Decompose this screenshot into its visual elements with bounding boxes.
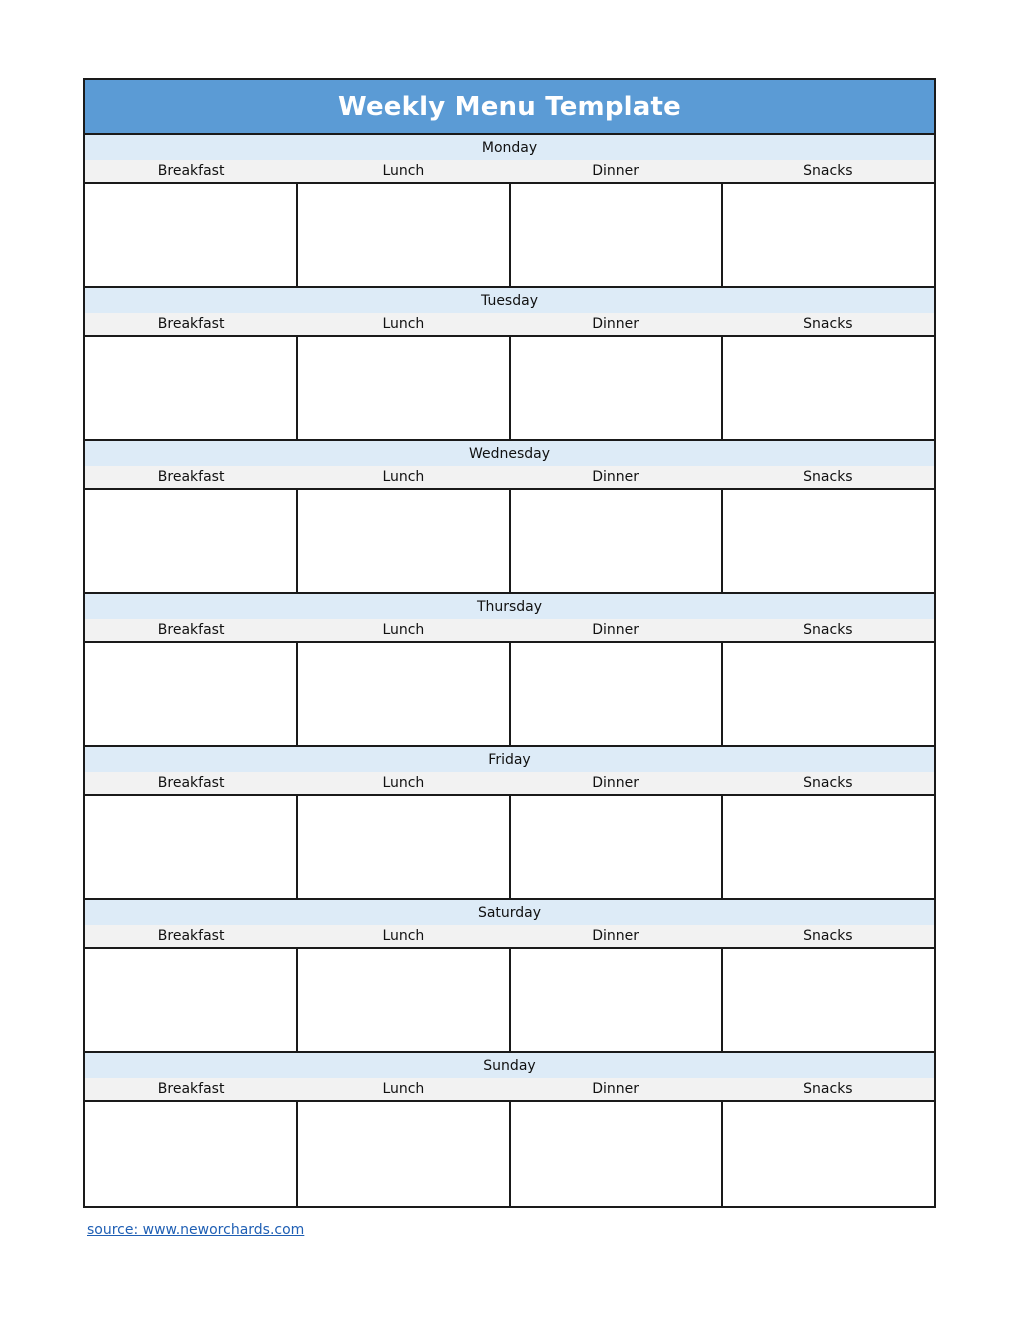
- day-block-thursday: [85, 594, 934, 747]
- meal-cell-dinner[interactable]: [511, 796, 724, 898]
- meal-cells-row: [85, 643, 934, 745]
- meal-label-lunch: Lunch: [382, 163, 425, 179]
- day-block-tuesday: [85, 288, 934, 441]
- meal-cell-breakfast[interactable]: [85, 490, 298, 592]
- meal-cell-lunch[interactable]: [298, 490, 511, 592]
- day-block-saturday: [85, 900, 934, 1053]
- meal-label-lunch: Lunch: [382, 928, 425, 944]
- meal-cells-row: [85, 1102, 934, 1206]
- day-block-wednesday: [85, 441, 934, 594]
- meal-cell-snacks[interactable]: [723, 796, 934, 898]
- meal-cells-row: [85, 949, 934, 1051]
- meal-label-breakfast: Breakfast: [157, 622, 225, 638]
- meal-cell-breakfast[interactable]: [85, 1102, 298, 1206]
- meal-cell-lunch[interactable]: [298, 796, 511, 898]
- meal-label-lunch: Lunch: [382, 622, 425, 638]
- meal-cells-row: [85, 184, 934, 286]
- meal-cell-dinner[interactable]: [511, 337, 724, 439]
- meal-label-snacks: Snacks: [803, 163, 853, 179]
- meal-cell-snacks[interactable]: [723, 490, 934, 592]
- meal-label-snacks: Snacks: [803, 316, 853, 332]
- day-header: Friday: [85, 747, 934, 772]
- meal-label-snacks: Snacks: [803, 622, 853, 638]
- day-block-friday: [85, 747, 934, 900]
- meal-label-dinner: Dinner: [592, 622, 640, 638]
- meal-cells-row: [85, 796, 934, 898]
- meal-cell-snacks[interactable]: [723, 337, 934, 439]
- meal-label-dinner: Dinner: [592, 163, 640, 179]
- meal-label-dinner: Dinner: [592, 469, 640, 485]
- meal-cell-snacks[interactable]: [723, 949, 934, 1051]
- meal-header-row: [85, 925, 934, 949]
- meal-cell-dinner[interactable]: [511, 184, 724, 286]
- meal-cell-breakfast[interactable]: [85, 337, 298, 439]
- day-header: Tuesday: [85, 288, 934, 313]
- meal-cell-dinner[interactable]: [511, 949, 724, 1051]
- meal-cell-breakfast[interactable]: [85, 184, 298, 286]
- meal-header-row: [85, 313, 934, 337]
- meal-cell-breakfast[interactable]: [85, 949, 298, 1051]
- days-container: [85, 135, 934, 1206]
- source-link[interactable]: source: www.neworchards.com: [87, 1222, 305, 1238]
- meal-label-dinner: Dinner: [592, 316, 640, 332]
- meal-header-row: [85, 619, 934, 643]
- meal-label-breakfast: Breakfast: [157, 316, 225, 332]
- day-header: Monday: [85, 135, 934, 160]
- meal-cell-lunch[interactable]: [298, 184, 511, 286]
- meal-header-row: [85, 160, 934, 184]
- meal-cell-lunch[interactable]: [298, 949, 511, 1051]
- meal-label-lunch: Lunch: [382, 316, 425, 332]
- meal-cells-row: [85, 490, 934, 592]
- meal-label-breakfast: Breakfast: [157, 469, 225, 485]
- meal-label-dinner: Dinner: [592, 775, 640, 791]
- day-header: Sunday: [85, 1053, 934, 1078]
- meal-label-snacks: Snacks: [803, 928, 853, 944]
- meal-cell-snacks[interactable]: [723, 1102, 934, 1206]
- meal-cell-breakfast[interactable]: [85, 643, 298, 745]
- day-header: Thursday: [85, 594, 934, 619]
- day-block-monday: [85, 135, 934, 288]
- meal-label-breakfast: Breakfast: [157, 775, 225, 791]
- meal-cell-lunch[interactable]: [298, 1102, 511, 1206]
- day-header: Wednesday: [85, 441, 934, 466]
- weekly-menu-sheet: [83, 78, 936, 1208]
- meal-label-snacks: Snacks: [803, 1081, 853, 1097]
- meal-cell-snacks[interactable]: [723, 184, 934, 286]
- meal-label-dinner: Dinner: [592, 928, 640, 944]
- meal-cell-lunch[interactable]: [298, 643, 511, 745]
- day-header: Saturday: [85, 900, 934, 925]
- page-title: Weekly Menu Template: [85, 80, 934, 135]
- meal-label-lunch: Lunch: [382, 1081, 425, 1097]
- meal-label-lunch: Lunch: [382, 775, 425, 791]
- meal-label-dinner: Dinner: [592, 1081, 640, 1097]
- meal-cells-row: [85, 337, 934, 439]
- day-block-sunday: [85, 1053, 934, 1206]
- meal-label-snacks: Snacks: [803, 469, 853, 485]
- meal-cell-dinner[interactable]: [511, 643, 724, 745]
- meal-header-row: [85, 772, 934, 796]
- meal-header-row: [85, 1078, 934, 1102]
- meal-label-breakfast: Breakfast: [157, 1081, 225, 1097]
- meal-cell-breakfast[interactable]: [85, 796, 298, 898]
- meal-cell-snacks[interactable]: [723, 643, 934, 745]
- meal-cell-dinner[interactable]: [511, 1102, 724, 1206]
- meal-header-row: [85, 466, 934, 490]
- meal-label-breakfast: Breakfast: [157, 163, 225, 179]
- meal-cell-lunch[interactable]: [298, 337, 511, 439]
- meal-label-snacks: Snacks: [803, 775, 853, 791]
- meal-label-breakfast: Breakfast: [157, 928, 225, 944]
- meal-cell-dinner[interactable]: [511, 490, 724, 592]
- meal-label-lunch: Lunch: [382, 469, 425, 485]
